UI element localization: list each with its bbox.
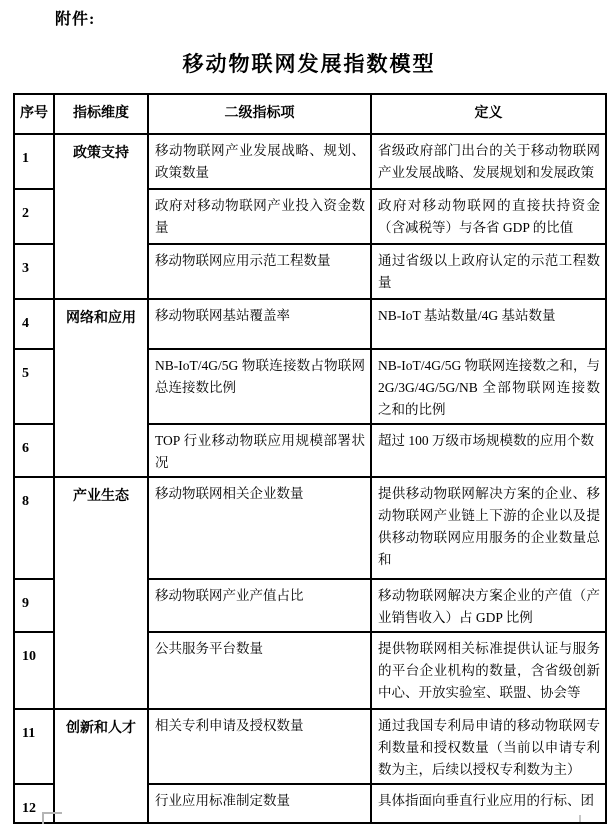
attachment-label: 附件:	[55, 11, 96, 28]
item-cell: TOP 行业移动物联应用规模部署状况	[148, 424, 371, 477]
row-number-cell: 5	[14, 349, 54, 424]
dimension-cell: 网络和应用	[54, 299, 148, 477]
definition-cell: 超过 100 万级市场规模数的应用个数	[371, 424, 606, 477]
definition-cell: 政府对移动物联网的直接扶持资金（含减税等）与各省 GDP 的比值	[371, 189, 606, 244]
definition-cell: 具体指面向垂直行业应用的行标、团	[371, 784, 606, 823]
dimension-cell: 政策支持	[54, 134, 148, 299]
item-cell: 政府对移动物联网产业投入资金数量	[148, 189, 371, 244]
item-cell: 相关专利申请及授权数量	[148, 709, 371, 784]
table-row	[14, 134, 606, 189]
col-header-item: 二级指标项	[148, 94, 371, 134]
row-number-cell: 12	[14, 784, 54, 823]
table-row	[14, 709, 606, 784]
next-table-fragment-right	[579, 815, 581, 822]
definition-cell: 省级政府部门出台的关于移动物联网产业发展战略、发展规划和发展政策	[371, 134, 606, 189]
row-number-cell: 6	[14, 424, 54, 477]
row-number-cell: 8	[14, 477, 54, 579]
next-table-fragment-left	[42, 812, 62, 824]
table-row	[14, 477, 606, 579]
row-number-cell: 3	[14, 244, 54, 299]
definition-cell: 提供物联网相关标准提供认证与服务的平台企业机构的数量，含省级创新中心、开放实验室、联盟、协会等	[371, 632, 606, 709]
col-header-dimension: 指标维度	[54, 94, 148, 134]
item-cell: 移动物联网基站覆盖率	[148, 299, 371, 349]
definition-cell: NB-IoT/4G/5G 物联网连接数之和，与 2G/3G/4G/5G/NB 全部物联网连接数之和的比例	[371, 349, 606, 424]
row-number-cell: 2	[14, 189, 54, 244]
col-header-definition: 定义	[371, 94, 606, 134]
definition-cell: 移动物联网解决方案企业的产值（产业销售收入）占 GDP 比例	[371, 579, 606, 632]
item-cell: NB-IoT/4G/5G 物联连接数占物联网总连接数比例	[148, 349, 371, 424]
item-cell: 移动物联网应用示范工程数量	[148, 244, 371, 299]
indicator-table	[13, 93, 607, 824]
item-cell: 移动物联网相关企业数量	[148, 477, 371, 579]
page-title: 移动物联网发展指数模型	[182, 52, 436, 76]
dimension-cell: 产业生态	[54, 477, 148, 709]
dimension-cell: 创新和人才	[54, 709, 148, 823]
table-row	[14, 299, 606, 349]
row-number-cell: 10	[14, 632, 54, 709]
item-cell: 公共服务平台数量	[148, 632, 371, 709]
item-cell: 移动物联网产业发展战略、规划、政策数量	[148, 134, 371, 189]
definition-cell: 提供移动物联网解决方案的企业、移动物联网产业链上下游的企业以及提供移动物联网应用服务的企业数量总和	[371, 477, 606, 579]
row-number-cell: 1	[14, 134, 54, 189]
table-header-row	[14, 94, 606, 134]
definition-cell: NB-IoT 基站数量/4G 基站数量	[371, 299, 606, 349]
item-cell: 移动物联网产业产值占比	[148, 579, 371, 632]
row-number-cell: 11	[14, 709, 54, 784]
row-number-cell: 4	[14, 299, 54, 349]
definition-cell: 通过我国专利局申请的移动物联网专利数量和授权数量（当前以申请专利数为主，后续以授权专利数为主）	[371, 709, 606, 784]
item-cell: 行业应用标准制定数量	[148, 784, 371, 823]
definition-cell: 通过省级以上政府认定的示范工程数量	[371, 244, 606, 299]
col-header-num: 序号	[14, 94, 54, 134]
row-number-cell: 9	[14, 579, 54, 632]
